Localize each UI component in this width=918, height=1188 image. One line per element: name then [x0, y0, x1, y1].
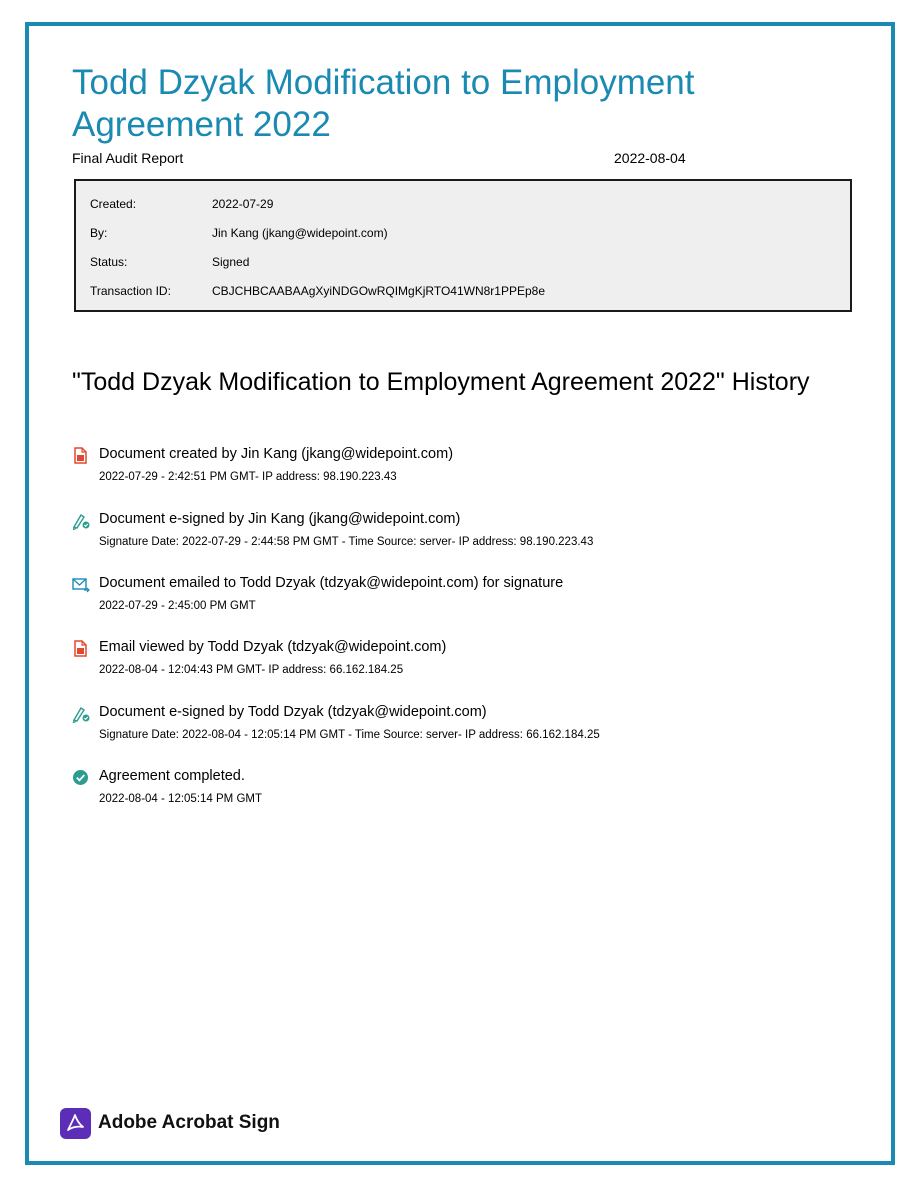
- summary-value: CBJCHBCAABAAgXyiNDGOwRQIMgKjRTO41WN8r1PPEp8e: [212, 284, 545, 298]
- document-title: Todd Dzyak Modification to Employment Agreement 2022: [72, 63, 695, 144]
- event-text: Email viewed by Todd Dzyak (tdzyak@widepoint.com): [99, 639, 447, 655]
- event-detail: 2022-07-29 - 2:42:51 PM GMT- IP address: 98.190.223.43: [99, 471, 397, 483]
- summary-value: Jin Kang (jkang@widepoint.com): [212, 226, 388, 240]
- summary-value: Signed: [212, 255, 250, 269]
- adobe-acrobat-logo-icon: [60, 1108, 91, 1139]
- summary-key: Status:: [90, 255, 128, 269]
- event-text: Document e-signed by Todd Dzyak (tdzyak@widepoint.com): [99, 704, 487, 720]
- event-text: Document e-signed by Jin Kang (jkang@widepoint.com): [99, 511, 461, 527]
- event-detail: 2022-08-04 - 12:04:43 PM GMT- IP address: 66.162.184.25: [99, 664, 404, 676]
- summary-key: By:: [90, 226, 108, 240]
- summary-key: Transaction ID:: [90, 284, 171, 298]
- report-date: 2022-08-04: [614, 150, 686, 166]
- event-text: Agreement completed.: [99, 768, 245, 784]
- event-detail: Signature Date: 2022-07-29 - 2:44:58 PM GMT - Time Source: server- IP address: 98.190.223.43: [99, 536, 594, 548]
- event-detail: 2022-07-29 - 2:45:00 PM GMT: [99, 600, 256, 612]
- check-circle-icon: [72, 769, 90, 787]
- email-viewed-icon: [72, 640, 90, 658]
- document-created-icon: [72, 447, 90, 465]
- report-label: Final Audit Report: [72, 150, 184, 166]
- event-detail: 2022-08-04 - 12:05:14 PM GMT: [99, 793, 262, 805]
- esign-icon: [72, 512, 90, 530]
- email-sent-icon: [72, 576, 90, 594]
- esign-icon: [72, 705, 90, 723]
- history-title: "Todd Dzyak Modification to Employment Agreement 2022" History: [72, 368, 810, 396]
- event-detail: Signature Date: 2022-08-04 - 12:05:14 PM GMT - Time Source: server- IP address: 66.162.184.25: [99, 729, 600, 741]
- brand-name: Adobe Acrobat Sign: [98, 1112, 280, 1133]
- summary-box: [74, 179, 852, 312]
- summary-key: Created:: [90, 197, 137, 211]
- event-text: Document created by Jin Kang (jkang@widepoint.com): [99, 446, 454, 462]
- event-text: Document emailed to Todd Dzyak (tdzyak@widepoint.com) for signature: [99, 575, 564, 591]
- summary-value: 2022-07-29: [212, 197, 274, 211]
